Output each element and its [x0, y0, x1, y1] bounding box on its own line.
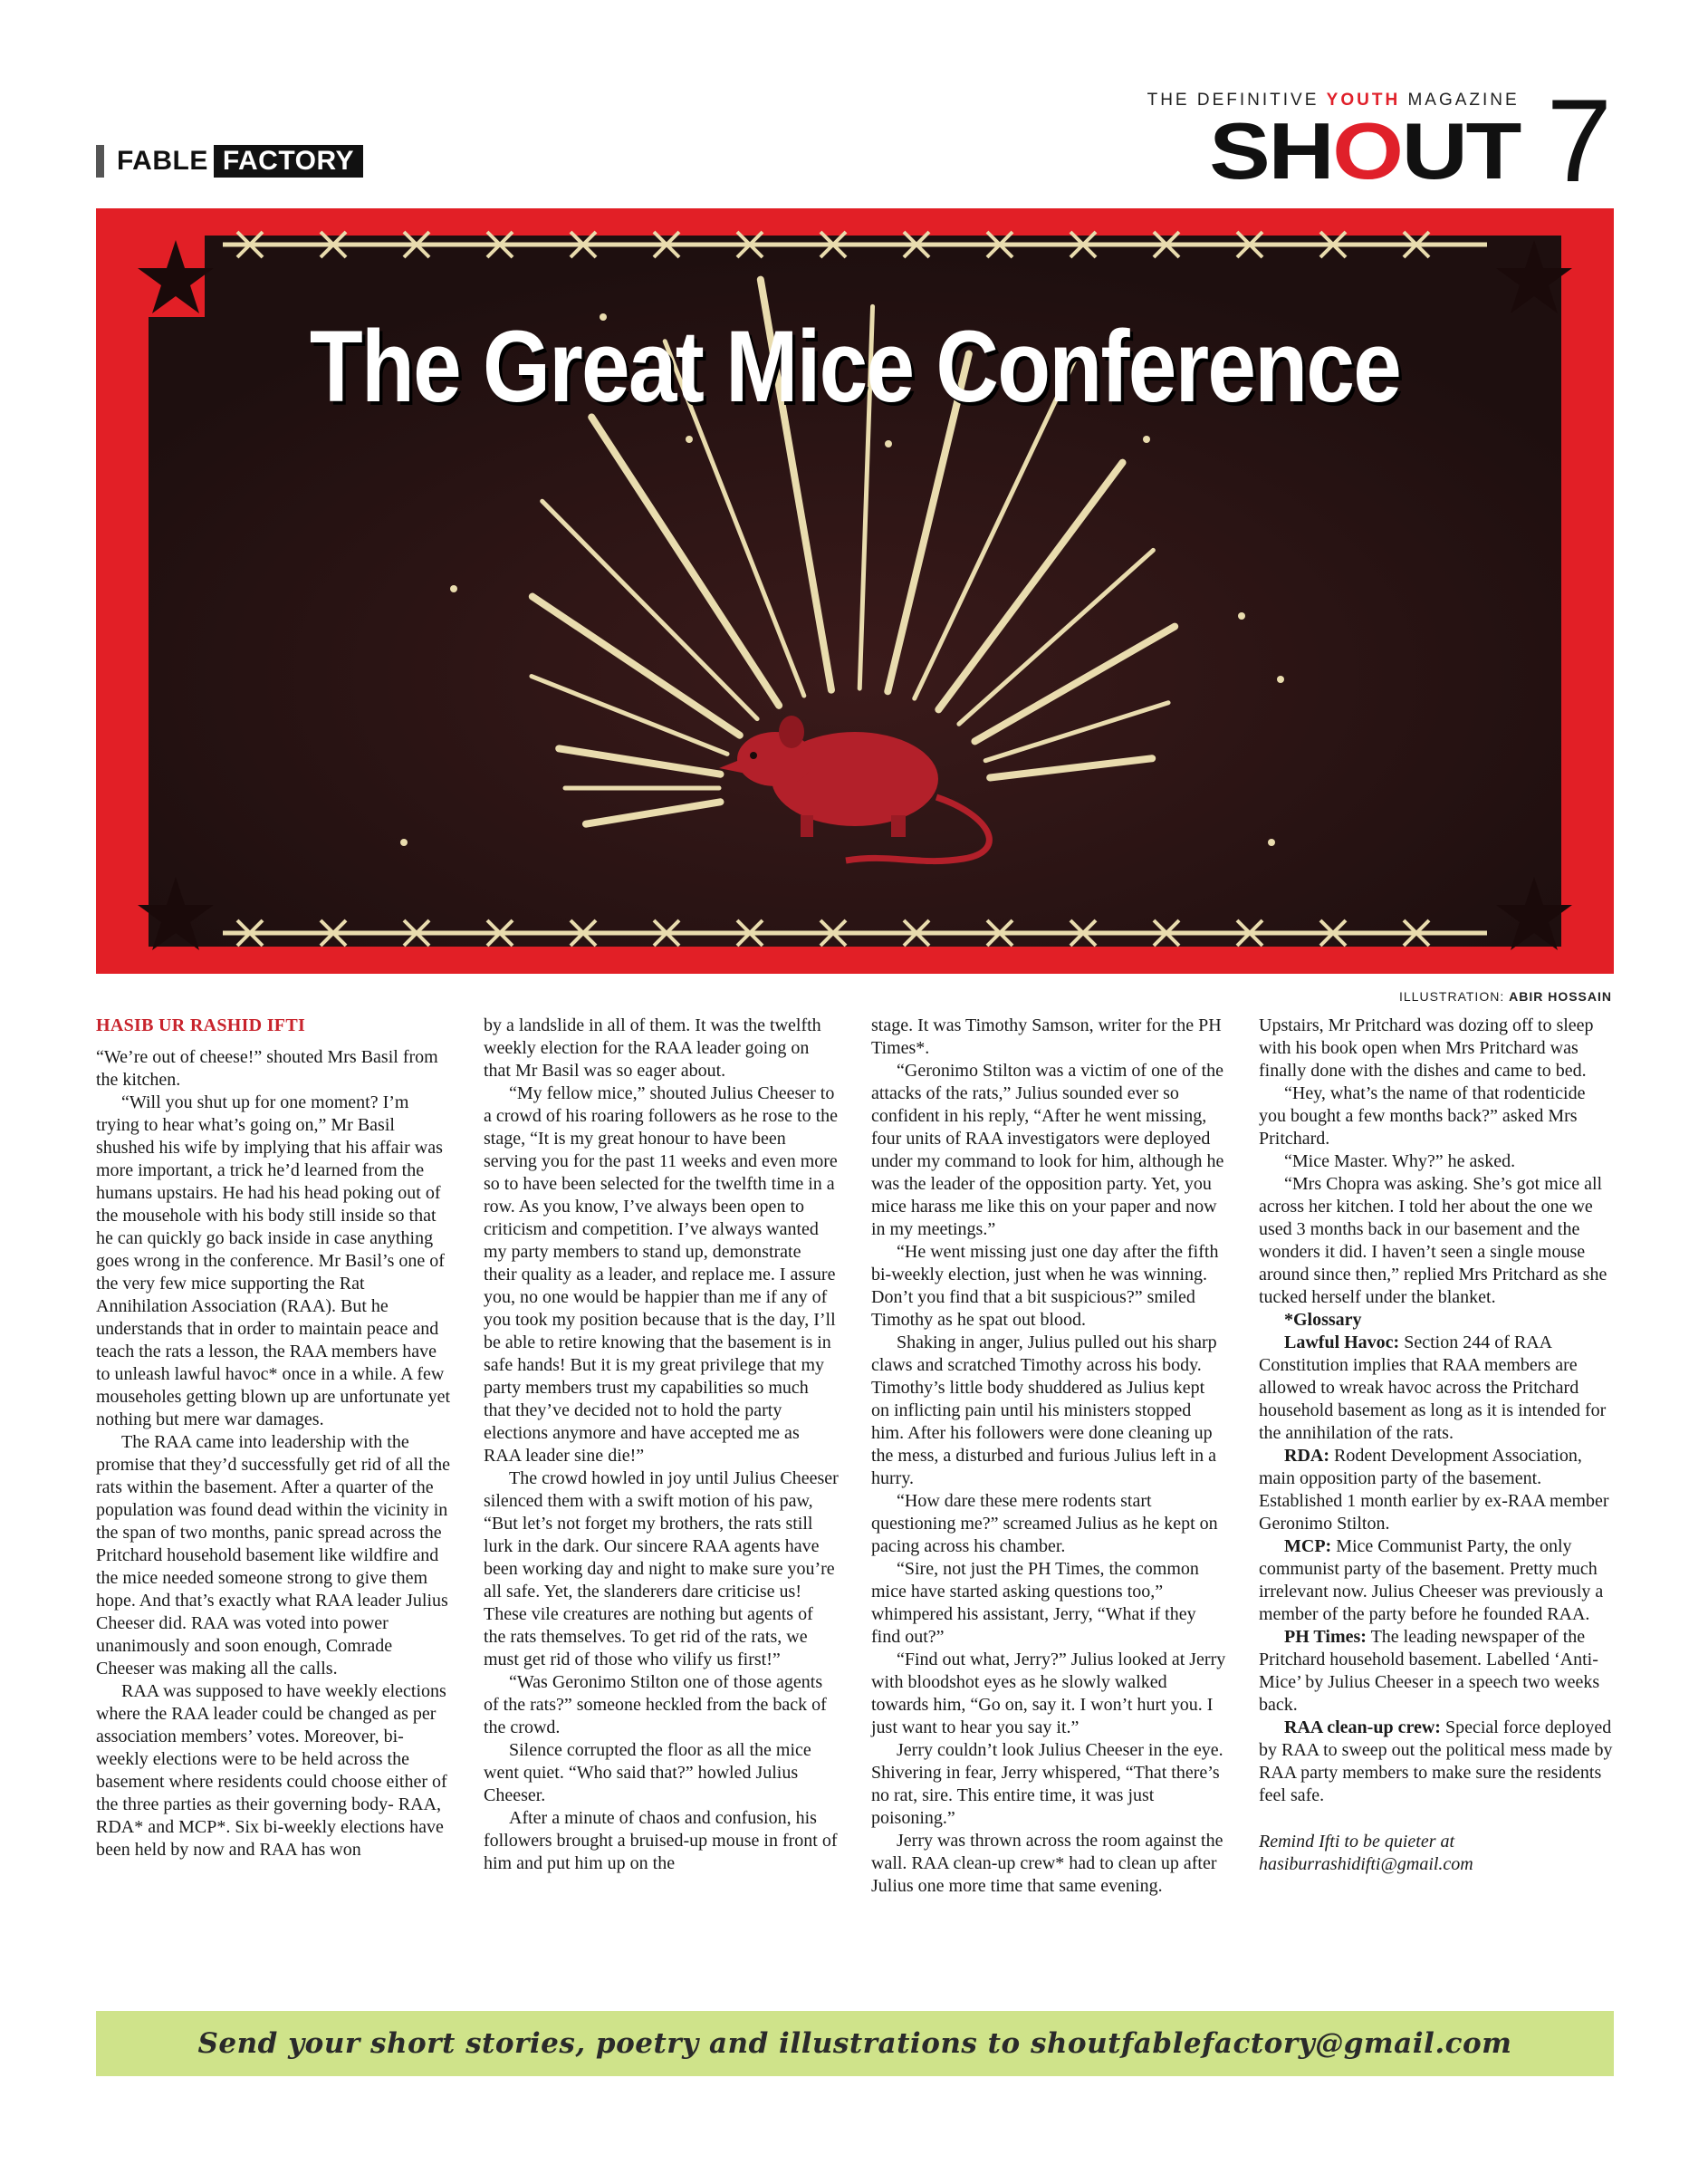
- glossary-definition: Rodent Development Association, main opposition party of the basement. Established 1 month earlier by ex-RAA member Geronimo Stilton.: [1259, 1446, 1609, 1534]
- glossary-definition: Special force deployed by RAA to sweep out the political mess made by RAA party members to make sure the residents feel safe.: [1259, 1717, 1613, 1805]
- sparkle-dot: [885, 440, 892, 447]
- glossary-entry: [1259, 1332, 1614, 1445]
- sparkle-dot: [1238, 612, 1245, 620]
- section-tag: [96, 145, 363, 178]
- paragraph: Jerry couldn’t look Julius Cheeser in the eye. Shivering in fear, Jerry whispered, “That there’s no rat, sire. This entire time, it was just poisoning.”: [871, 1740, 1223, 1828]
- paragraph: stage. It was Timothy Samson, writer for the PH Times*.: [871, 1015, 1222, 1058]
- sparkle-dot: [450, 585, 457, 592]
- paragraph: “Will you shut up for one moment? I’m trying to hear what’s going on,” Mr Basil shushed his wife by implying that his affair was more important, a trick he’d learned from the humans upstairs. He had his head poking out of the mousehole with his body still inside so that he can quickly go back inside in case anything goes wrong in the conference. Mr Basil’s one of the very few mice supporting the Rat Annihilation Association (RAA). But he understands that in order to maintain peace and teach the rats a lesson, the RAA members have to unleash lawful havoc* once in a while. A few mouseholes getting blown up are unfortunate yet nothing but mere war damages.: [96, 1092, 451, 1429]
- column-3: [871, 1015, 1226, 1975]
- paragraph: “He went missing just one day after the fifth bi-weekly election, just when he was winning. Don’t you find that a bit suspicious?” smiled Timothy as he spat out blood.: [871, 1242, 1219, 1330]
- paragraph: “We’re out of cheese!” shouted Mrs Basil from the kitchen.: [96, 1047, 438, 1090]
- sparkle-dot: [1277, 676, 1284, 683]
- glossary-term: MCP:: [1284, 1536, 1332, 1556]
- logo-o: O: [1331, 106, 1402, 196]
- glossary-term: RDA:: [1284, 1446, 1329, 1466]
- paragraph: Upstairs, Mr Pritchard was dozing off to sleep with his book open when Mrs Pritchard was finally done with the dishes and came to bed.: [1259, 1015, 1594, 1081]
- tagline-post: MAGAZINE: [1400, 91, 1520, 110]
- sparkle-dot: [686, 436, 693, 443]
- paragraph: by a landslide in all of them. It was the twelfth weekly election for the RAA leader going on that Mr Basil was so eager about.: [484, 1015, 821, 1081]
- paragraph: The crowd howled in joy until Julius Cheeser silenced them with a swift motion of his paw, “But let’s not forget my brothers, the rats still lurk in the dark. Our sincere RAA agents have been working day and night to make sure you’re all safe. Yet, the slanderers dare criticise us! These vile creatures are nothing but agents of the rats themselves. To get rid of the rats, we must get rid of those who vilify us first!”: [484, 1468, 839, 1669]
- masthead: [1147, 74, 1612, 207]
- column-4: [1259, 1015, 1614, 1975]
- submission-text: Send your short stories, poetry and illustrations to shoutfablefactory@gmail.com: [197, 2027, 1512, 2060]
- author-contact: Remind Ifti to be quieter at hasiburrashidifti@gmail.com: [1259, 1832, 1473, 1874]
- byline: HASIB UR RASHID IFTI: [96, 1015, 306, 1035]
- glossary-term: PH Times:: [1284, 1627, 1367, 1647]
- glossary-heading: *Glossary: [1284, 1310, 1362, 1330]
- paragraph: “My fellow mice,” shouted Julius Cheeser to a crowd of his roaring followers as he rose to the stage, “It is my great honour to have been serving you for the past 11 weeks and even more so to have been selected for the twelfth time in a row. As you know, I’ve always been open to criticism and competition. I’ve always wanted my party members to stand up, demonstrate their quality as a leader, and replace me. I assure you, no one would be happier than me if any of you took my position because that is the day, I’ll be able to retire knowing that the basement is in safe hands! But it is my great privilege that my party members trust my capabilities so much that they’ve decided not to hold the party elections anymore and have accepted me as RAA leader sine die!”: [484, 1083, 838, 1466]
- page-number: 7: [1546, 74, 1612, 207]
- submission-banner: [96, 2011, 1614, 2076]
- glossary-entry: [1259, 1445, 1614, 1535]
- paragraph: “Mrs Chopra was asking. She’s got mice all across her kitchen. I told her about the one we used 3 months back in our basement and the wonders it did. I haven’t seen a single mouse around since then,” replied Mrs Pritchard as she tucked herself under the blanket.: [1259, 1174, 1607, 1307]
- paragraph: “Find out what, Jerry?” Julius looked at Jerry with bloodshot eyes as he slowly walked towards him, “Go on, say it. I won’t hurt you. I just want to hear you say it.”: [871, 1650, 1226, 1737]
- paragraph: “Hey, what’s the name of that rodenticide you bought a few months back?” asked Mrs Pritchard.: [1259, 1083, 1586, 1149]
- headline: The Great Mice Conference: [309, 310, 1401, 423]
- logo-pre: SH: [1208, 106, 1332, 196]
- shout-logo: [1208, 106, 1520, 196]
- paragraph: The RAA came into leadership with the promise that they’d successfully get rid of all the rats within the basement. After a quarter of the population was found dead within the vicinity in the span of two months, panic spread across the Pritchard household basement like wildfire and the mice needed someone strong to give them hope. And that’s exactly what RAA leader Julius Cheeser did. RAA was voted into power unanimously and soon enough, Comrade Cheeser was making all the calls.: [96, 1432, 451, 1679]
- sparkle-dot: [1143, 436, 1150, 443]
- credit-artist: ABIR HOSSAIN: [1509, 989, 1612, 1004]
- logo-post: UT: [1401, 106, 1520, 196]
- paragraph: RAA was supposed to have weekly elections where the RAA leader could be changed as per association members’ votes. Moreover, bi-weekly elections were to be held across the basement where residents could choose either of the three parties as their governing body- RAA, RDA* and MCP*. Six bi-weekly elections have been held by now and RAA has won: [96, 1681, 447, 1860]
- glossary-definition: Section 244 of RAA Constitution implies that RAA members are allowed to wreak havoc across the Pritchard household basement as long as it is intended for the annihilation of the rats.: [1259, 1332, 1607, 1443]
- glossary-definition: Mice Communist Party, the only communist party of the basement. Pretty much irrelevant now. Julius Cheeser was previously a member of the party before he founded RAA.: [1259, 1536, 1604, 1624]
- paragraph: Jerry was thrown across the room against the wall. RAA clean-up crew* had to clean up after Julius one more time that same evening.: [871, 1831, 1223, 1896]
- paragraph: Silence corrupted the floor as all the mice went quiet. “Who said that?” howled Julius Cheeser.: [484, 1740, 811, 1805]
- glossary-term: RAA clean-up crew:: [1284, 1717, 1441, 1737]
- paragraph: “Sire, not just the PH Times, the common mice have started asking questions too,” whimpered his assistant, Jerry, “What if they find out?”: [871, 1559, 1199, 1647]
- paragraph: Shaking in anger, Julius pulled out his sharp claws and scratched Timothy across his body. Timothy’s little body shuddered as Julius kept on inflicting pain until his ministers stopped him. After his followers were done cleaning up the mess, a disturbed and furious Julius left in a hurry.: [871, 1332, 1217, 1488]
- credit-label: ILLUSTRATION:: [1399, 989, 1510, 1004]
- glossary-entry: [1259, 1535, 1614, 1626]
- section-tag-bar: [96, 145, 104, 178]
- illustration-credit: [1399, 989, 1612, 1004]
- sparkle-dot: [400, 839, 408, 846]
- glossary-entry: [1259, 1626, 1614, 1717]
- tagline-accent: YOUTH: [1326, 91, 1401, 110]
- column-1: [96, 1015, 451, 1975]
- paragraph: “How dare these mere rodents start questioning me?” screamed Julius as he kept on pacing across his chamber.: [871, 1491, 1218, 1556]
- hero-illustration: [96, 208, 1614, 974]
- glossary-term: Lawful Havoc:: [1284, 1332, 1400, 1352]
- paragraph: “Geronimo Stilton was a victim of one of the attacks of the rats,” Julius sounded ever so confident in his reply, “After he went missing, four units of RAA investigators were deployed under my command to look for him, although he was the leader of the opposition party. Yet, you mice harass me like this on your paper and now in my meetings.”: [871, 1061, 1224, 1239]
- section-tag-word1: FABLE: [117, 146, 208, 176]
- article-body: [96, 1015, 1614, 1975]
- tagline-pre: THE DEFINITIVE: [1147, 91, 1327, 110]
- sparkle-dot: [1268, 839, 1275, 846]
- paragraph: After a minute of chaos and confusion, his followers brought a bruised-up mouse in front of him and put him up on the: [484, 1808, 838, 1873]
- section-tag-word2: FACTORY: [214, 145, 363, 178]
- column-2: [484, 1015, 839, 1975]
- paragraph: “Was Geronimo Stilton one of those agents of the rats?” someone heckled from the back of the crowd.: [484, 1672, 827, 1737]
- paragraph: “Mice Master. Why?” he asked.: [1284, 1151, 1516, 1171]
- glossary-definition: The leading newspaper of the Pritchard household basement. Labelled ‘Anti-Mice’ by Julius Cheeser in a speech two weeks back.: [1259, 1627, 1600, 1715]
- glossary-entry: [1259, 1717, 1614, 1807]
